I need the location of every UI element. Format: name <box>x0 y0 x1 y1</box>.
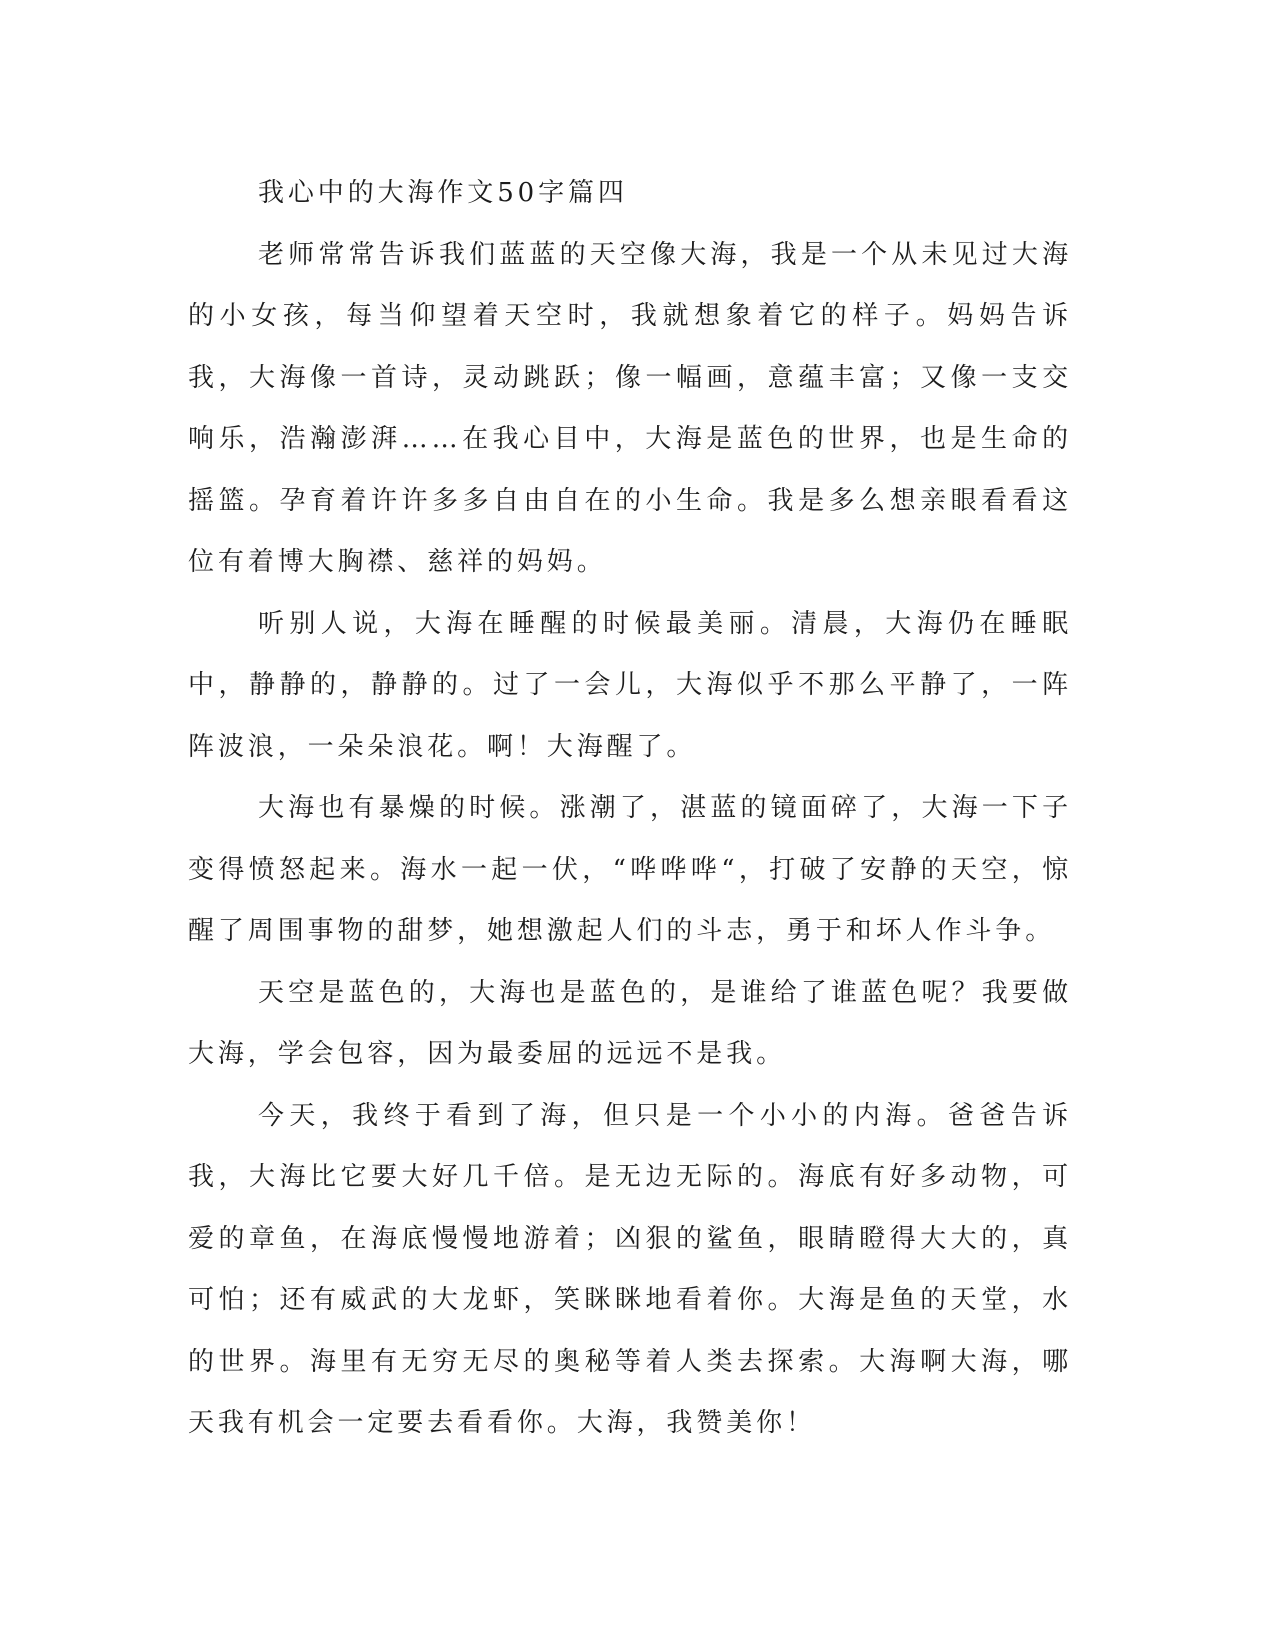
paragraph-1: 老师常常告诉我们蓝蓝的天空像大海，我是一个从未见过大海的小女孩，每当仰望着天空时，我就想象着它的样子。妈妈告诉我，大海像一首诗，灵动跳跃；像一幅画，意蕴丰富；又像一支交响乐，浩瀚澎湃……在我心目中，大海是蓝色的世界，也是生命的摇篮。孕育着许许多多自由自在的小生命。我是多么想亲眼看看这位有着博大胸襟、慈祥的妈妈。 <box>188 239 1072 577</box>
document-body <box>188 163 1072 1455</box>
paragraph-3: 大海也有暴燥的时候。涨潮了，湛蓝的镜面碎了，大海一下子变得愤怒起来。海水一起一伏，“哗哗哗“，打破了安静的天空，惊醒了周围事物的甜梦，她想激起人们的斗志，勇于和坏人作斗争。 <box>188 793 1072 946</box>
paragraph-4: 天空是蓝色的，大海也是蓝色的，是谁给了谁蓝色呢？我要做大海，学会包容，因为最委屈的远远不是我。 <box>188 977 1072 1069</box>
document-title: 我心中的大海作文50字篇四 <box>258 178 628 208</box>
paragraph-5: 今天，我终于看到了海，但只是一个小小的内海。爸爸告诉我，大海比它要大好几千倍。是无边无际的。海底有好多动物，可爱的章鱼，在海底慢慢地游着；凶狠的鲨鱼，眼睛瞪得大大的，真可怕；还有威武的大龙虾，笑眯眯地看着你。大海是鱼的天堂，水的世界。海里有无穷无尽的奥秘等着人类去探索。大海啊大海，哪天我有机会一定要去看看你。大海，我赞美你！ <box>188 1100 1072 1438</box>
paragraph-2: 听别人说，大海在睡醒的时候最美丽。清晨，大海仍在睡眠中，静静的，静静的。过了一会儿，大海似乎不那么平静了，一阵阵波浪，一朵朵浪花。啊！大海醒了。 <box>188 608 1072 762</box>
